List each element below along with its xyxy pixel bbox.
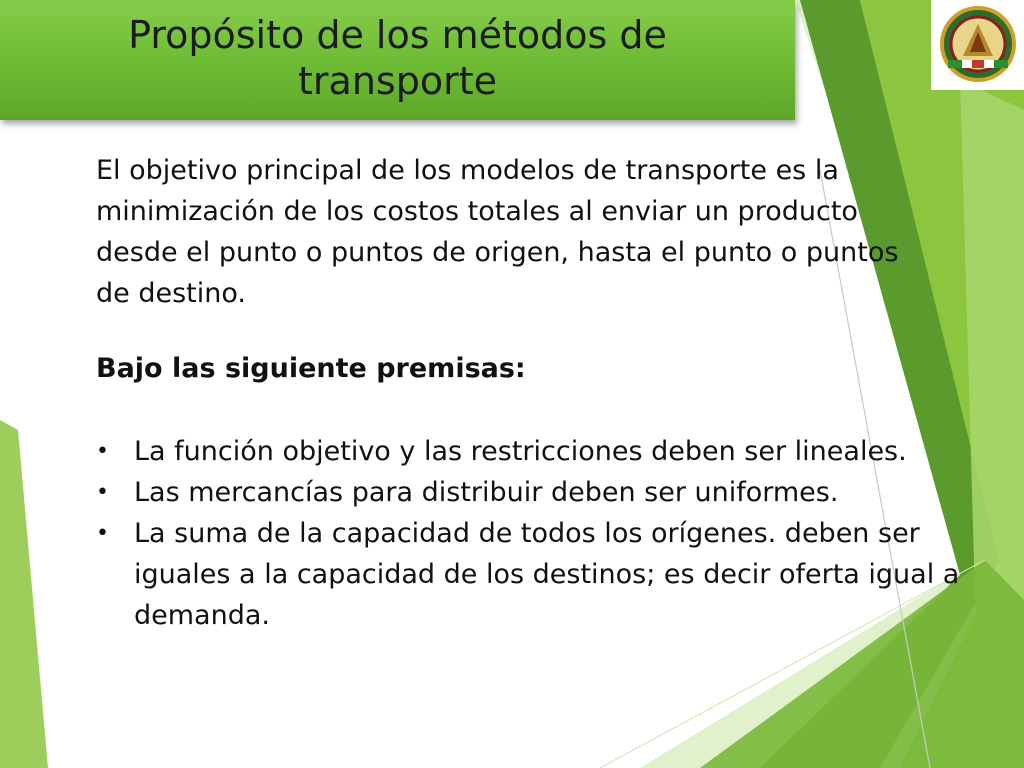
bullet-icon: •: [96, 480, 109, 505]
bullet-icon: •: [96, 521, 109, 546]
list-item-text: Las mercancías para distribuir deben ser uniformes.: [134, 477, 839, 508]
list-item: [96, 472, 964, 513]
logo: [931, 0, 1024, 90]
list-item-text: La función objetivo y las restricciones deben ser lineales.: [134, 436, 907, 467]
left-accent-shape: [0, 420, 48, 768]
premises-heading: Bajo las siguiente premisas:: [96, 353, 526, 384]
list-item-text: La suma de la capacidad de todos los orígenes. deben ser iguales a la capacidad de los destinos; es decir oferta igual a demanda.: [134, 518, 960, 631]
bullet-icon: •: [96, 439, 109, 464]
slide-title: Propósito de los métodos de transporte: [128, 13, 667, 103]
premises-list: [96, 431, 976, 636]
university-crest-icon: [938, 4, 1018, 84]
title-banner: [0, 0, 795, 120]
slide-body: [96, 150, 976, 636]
list-item: [96, 513, 964, 636]
intro-paragraph: El objetivo principal de los modelos de transporte es la minimización de los costos totales al enviar un producto desde el punto o puntos de origen, hasta el punto o puntos de destino.: [96, 155, 899, 309]
list-item: [96, 431, 964, 472]
